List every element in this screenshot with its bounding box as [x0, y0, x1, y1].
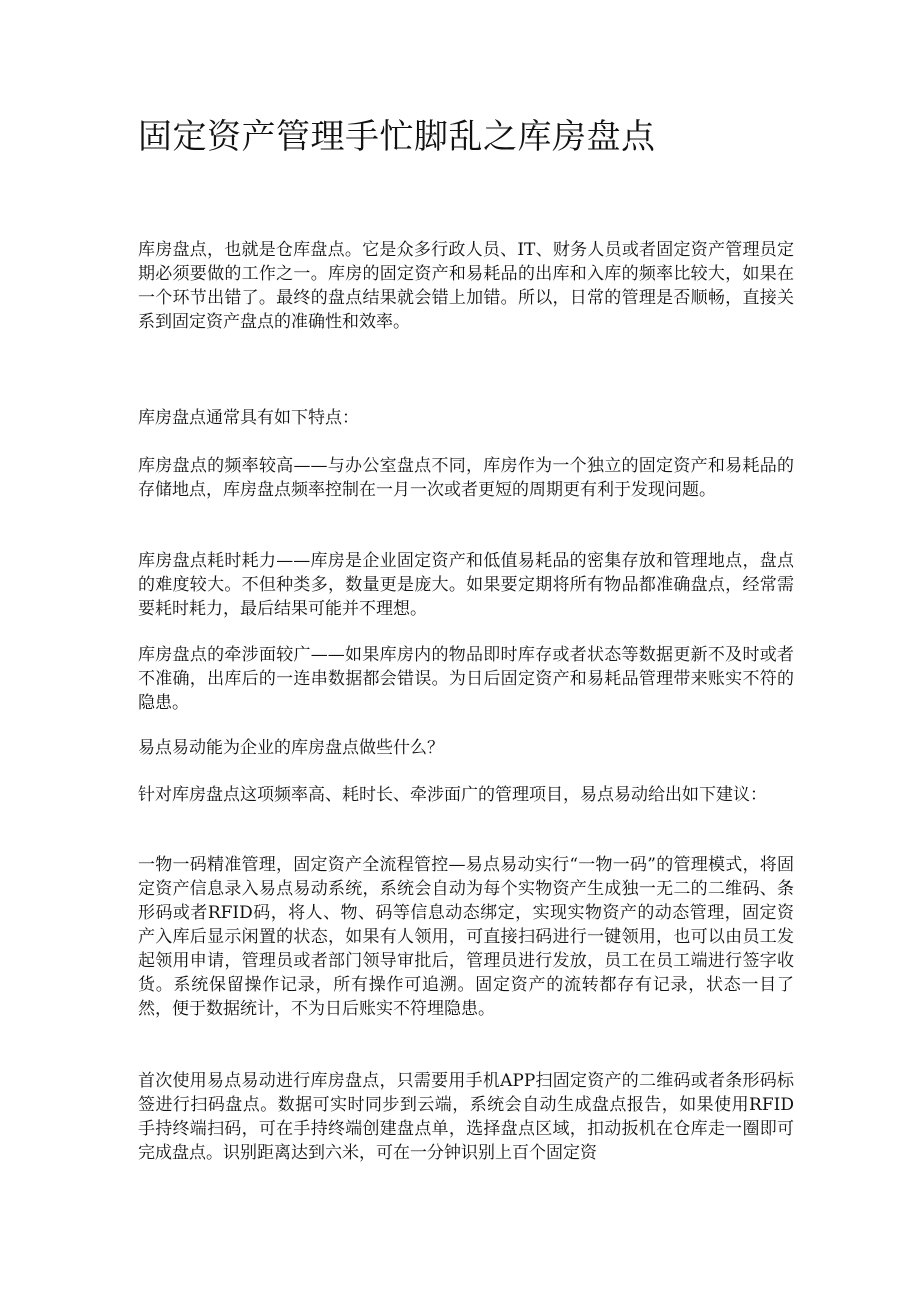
- question-heading: 易点易动能为企业的库房盘点做些什么？: [138, 738, 444, 758]
- document-title: 固定资产管理手忙脚乱之库房盘点: [138, 117, 656, 157]
- features-heading: 库房盘点通常具有如下特点：: [138, 408, 359, 428]
- suggestion-intro-paragraph: 针对库房盘点这项频率高、耗时长、牵涉面广的管理项目，易点易动给出如下建议：: [138, 785, 767, 805]
- one-code-paragraph: 一物一码精准管理，固定资产全流程管控—易点易动实行“一物一码”的管理模式，将固定资产信息录入易点易动系统，系统会自动为每个实物资产生成独一无二的二维码、条形码或者RFID码，将人、物、码等信息动态绑定，实现实物资产的动态管理，固定资产入库后显示闲置的状态，如果有人领用，可直接扫码进行一键领用，也可以由员工发起领用申请，管理员或者部门领导审批后，管理员进行发放，员工在员工端进行签字收货。系统保留操作记录，所有操作可追溯。固定资产的流转都存有记录，状态一目了然，便于数据统计，不为日后账实不符埋隐患。: [138, 855, 794, 1019]
- feature-frequency-paragraph: 库房盘点的频率较高——与办公室盘点不同，库房作为一个独立的固定资产和易耗品的存储地点，库房盘点频率控制在一月一次或者更短的周期更有利于发现问题。: [138, 456, 794, 500]
- feature-scope-paragraph: 库房盘点的牵涉面较广——如果库房内的物品即时库存或者状态等数据更新不及时或者不准确，出库后的一连串数据都会错误。为日后固定资产和易耗品管理带来账实不符的隐患。: [138, 645, 794, 713]
- intro-paragraph: 库房盘点，也就是仓库盘点。它是众多行政人员、IT、财务人员或者固定资产管理员定期必须要做的工作之一。库房的固定资产和易耗品的出库和入库的频率比较大，如果在一个环节出错了。最终的盘点结果就会错上加错。所以，日常的管理是否顺畅，直接关系到固定资产盘点的准确性和效率。: [138, 240, 794, 332]
- first-inventory-paragraph: 首次使用易点易动进行库房盘点，只需要用手机APP扫固定资产的二维码或者条形码标签进行扫码盘点。数据可实时同步到云端，系统会自动生成盘点报告，如果使用RFID手持终端扫码，可在手持终端创建盘点单，选择盘点区域，扣动扳机在仓库走一圈即可完成盘点。识别距离达到六米，可在一分钟识别上百个固定资: [138, 1071, 794, 1163]
- feature-effort-paragraph: 库房盘点耗时耗力——库房是企业固定资产和低值易耗品的密集存放和管理地点，盘点的难度较大。不但种类多，数量更是庞大。如果要定期将所有物品都准确盘点，经常需要耗时耗力，最后结果可能并不理想。: [138, 551, 794, 619]
